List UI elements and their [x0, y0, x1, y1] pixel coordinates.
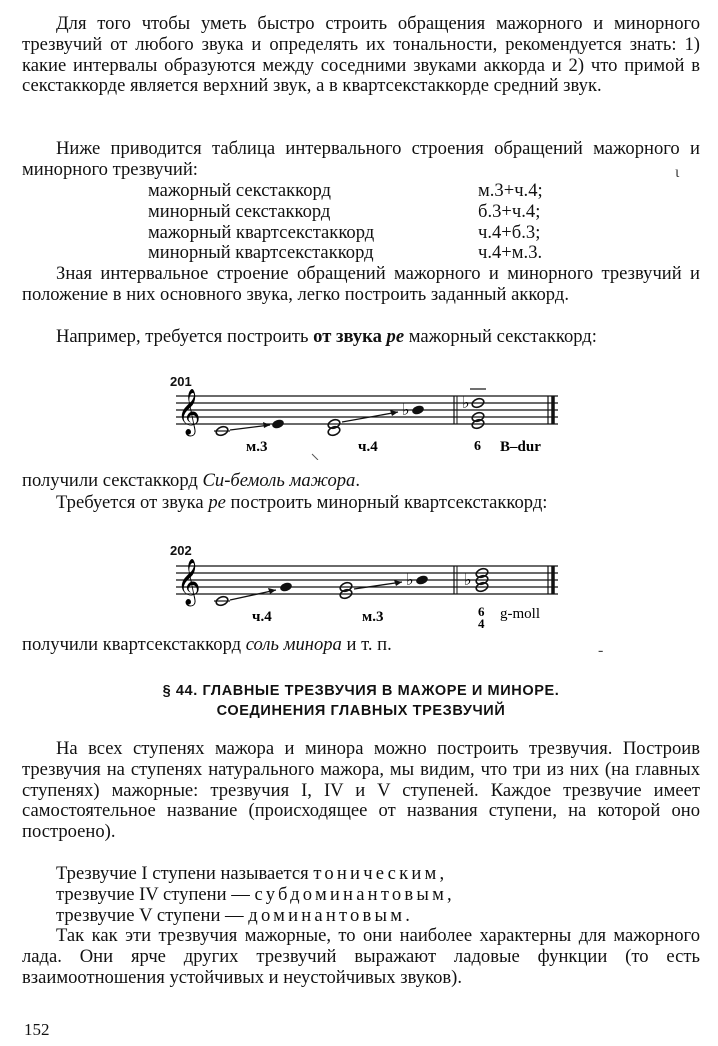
- key-label: B–dur: [500, 439, 541, 455]
- section-heading-line-2: СОЕДИНЕНИЯ ГЛАВНЫХ ТРЕЗВУЧИЙ: [216, 703, 506, 719]
- interval-label: ч.4: [252, 609, 272, 625]
- example-number-202: 202: [170, 543, 192, 558]
- table-row: мажорный квартсекстаккорд ч.4+б.3;: [148, 221, 541, 243]
- intro-paragraph-2: Ниже приводится таблица интервального строения обращений мажорного и минорного трезвучий:: [22, 138, 700, 180]
- result-1: получили секстаккорд Си-бемоль мажора.: [22, 470, 360, 491]
- figured-bass-top: 6: [478, 604, 485, 619]
- list-item: трезвучие V ступени — доминантовым.: [56, 904, 410, 926]
- figured-bass-bottom: 4: [478, 616, 485, 631]
- paragraph-5: Требуется от звука ре построить минорный квартсекстаккорд:: [56, 492, 548, 513]
- paragraph-3: Зная интервальное строение обращений мажорного и минорного трезвучий и положение в них основного звука, легко построить заданный аккорд.: [22, 263, 700, 305]
- paragraph-4: Например, требуется построить от звука ре мажорный секстаккорд:: [56, 326, 597, 347]
- pencil-mark: ι: [675, 164, 680, 181]
- table-row: мажорный секстаккорд м.3+ч.4;: [148, 180, 543, 201]
- page-number: 152: [24, 1020, 50, 1039]
- treble-clef-icon: 𝄞: [177, 389, 201, 434]
- example-number-201: 201: [170, 374, 192, 389]
- interval-label: м.3: [246, 439, 268, 455]
- flat-icon: ♭: [406, 572, 414, 589]
- flat-icon: ♭: [402, 402, 410, 419]
- flat-icon: ♭: [464, 572, 472, 589]
- intro-paragraph-1: Для того чтобы уметь быстро строить обращения мажорного и минорного трезвучий от любого звука и определять их тональности, рекомендуется знать: 1) какие интервалы образуются между соседними звуками аккорда и 2) что примой в секстаккорде является верхний звук, а в квартсекстаккорде средний звук.: [22, 13, 700, 97]
- list-item: трезвучие IV ступени — субдоминантовым,: [56, 883, 452, 905]
- section-heading: [22, 681, 700, 721]
- result-2: получили квартсекстаккорд соль минора и т. п.: [22, 634, 392, 655]
- functions-list: [22, 864, 700, 926]
- music-example-201: [166, 388, 566, 460]
- treble-clef-icon: 𝄞: [177, 559, 201, 604]
- interval-label: ч.4: [358, 439, 378, 455]
- music-example-202: [166, 558, 566, 632]
- paragraph-6: На всех ступенях мажора и минора можно построить трезвучия. Построив трезвучия на ступенях натурального мажора, мы видим, что три из них (на главных ступенях) мажорные: трезвучия I, IV и V ступеней. Каждое трезвучие имеет самостоятельное название (происходящее от названия ступени, на которой оно построено).: [22, 738, 700, 843]
- key-label: g-moll: [500, 606, 540, 622]
- interval-label: м.3: [362, 609, 384, 625]
- list-item: Трезвучие I ступени называется тоническим,: [56, 863, 445, 884]
- table-row: минорный секстаккорд б.3+ч.4;: [148, 200, 541, 222]
- table-row: минорный квартсекстаккорд ч.4+м.3.: [148, 242, 543, 264]
- interval-table: [148, 181, 598, 264]
- paragraph-7: Так как эти трезвучия мажорные, то они наиболее характерны для мажорного лада. Они ярче других трезвучий выражают ладовые функции (то есть взаимоотношения устойчивых и неустойчивых звуков).: [22, 925, 700, 988]
- figured-bass: 6: [474, 439, 481, 454]
- section-heading-line-1: § 44. ГЛАВНЫЕ ТРЕЗВУЧИЯ В МАЖОРЕ И МИНОРЕ.: [162, 683, 560, 699]
- stray-mark: -: [598, 642, 604, 659]
- flat-icon: ♭: [462, 395, 470, 412]
